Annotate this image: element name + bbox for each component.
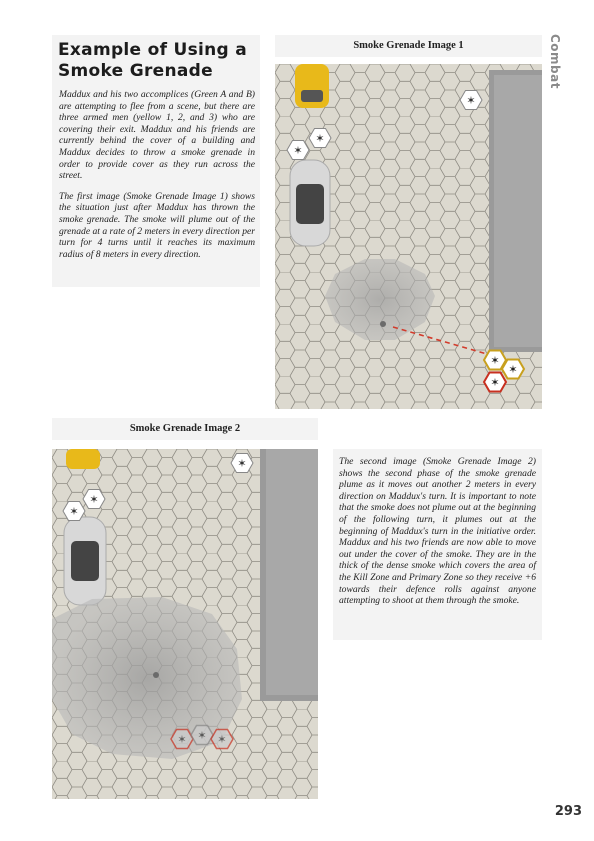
yellow-car: [66, 449, 100, 469]
image-1-caption: Smoke Grenade Image 1: [353, 40, 464, 51]
token-yellow-top: [460, 91, 482, 110]
paragraph-1: Maddux and his two accomplices (Green A and B) are attempting to flee from a scene, but there are three armed men (yellow 1, 2, and 3) who are covering their exit. Maddux and his friends are currently behind the cover of a building and Maddux decides to throw a smoke grenade in order to provide cover as they run across the street.: [59, 89, 255, 182]
image-2-caption: Smoke Grenade Image 2: [129, 423, 241, 434]
token-yellow-left-2: [309, 129, 331, 148]
token-yellow-left-2: [83, 490, 105, 509]
token-green-2: [502, 360, 524, 379]
svg-text:✶: ✶: [490, 354, 500, 367]
svg-text:✶: ✶: [315, 132, 325, 145]
map-2-svg: [52, 449, 318, 799]
svg-text:✶: ✶: [466, 94, 476, 107]
token-yellow-left-1: [287, 141, 309, 160]
intro-text: [59, 89, 255, 269]
page-number: 293: [554, 804, 582, 819]
token-green-3: [211, 730, 233, 749]
paragraph-3: The second image (Smoke Grenade Image 2) shows the second phase of the smoke grenade plume as it moves out another 2 meters in every direction on Maddux's turn. It is important to note that the smoke does not plume out at the beginning of the following turn, it plumes out at the beginning of Maddux's turn in the initiative order. Maddux and his two friends are now able to move out under the cover of the smoke. They are in the thick of the dense smoke which covers the area of the Kill Zone and Primary Zone so they receive +6 towards their defence rolls against anyone attempting to shoot at them through the smoke.: [339, 456, 536, 607]
token-green-3: [484, 373, 506, 392]
svg-text:✶: ✶: [293, 144, 303, 157]
svg-text:✶: ✶: [217, 733, 227, 746]
svg-text:✶: ✶: [89, 493, 99, 506]
paragraph-2: The first image (Smoke Grenade Image 1) shows the situation just after Maddux has thrown the smoke grenade. The smoke will plume out of the grenade at a rate of 2 meters in every direction per turn for 4 turns until it reaches its maximum radius of 8 meters in every direction.: [59, 190, 255, 260]
smoke-grenade-map-1: [275, 64, 542, 409]
svg-text:✶: ✶: [508, 363, 518, 376]
svg-text:✶: ✶: [69, 505, 79, 518]
token-yellow-top: [231, 454, 253, 473]
token-green-1: [171, 730, 193, 749]
svg-text:✶: ✶: [177, 733, 187, 746]
explanation-text: [339, 456, 536, 616]
section-title: Example of Using a Smoke Grenade: [58, 40, 248, 81]
chapter-tab: Combat: [548, 34, 562, 89]
smoke-grenade-map-2: [52, 449, 318, 799]
svg-text:✶: ✶: [197, 729, 207, 742]
token-yellow-left-1: [63, 502, 85, 521]
token-green-2: [191, 726, 213, 745]
map-1-svg: [275, 64, 542, 409]
svg-text:✶: ✶: [490, 376, 500, 389]
svg-text:✶: ✶: [237, 457, 247, 470]
